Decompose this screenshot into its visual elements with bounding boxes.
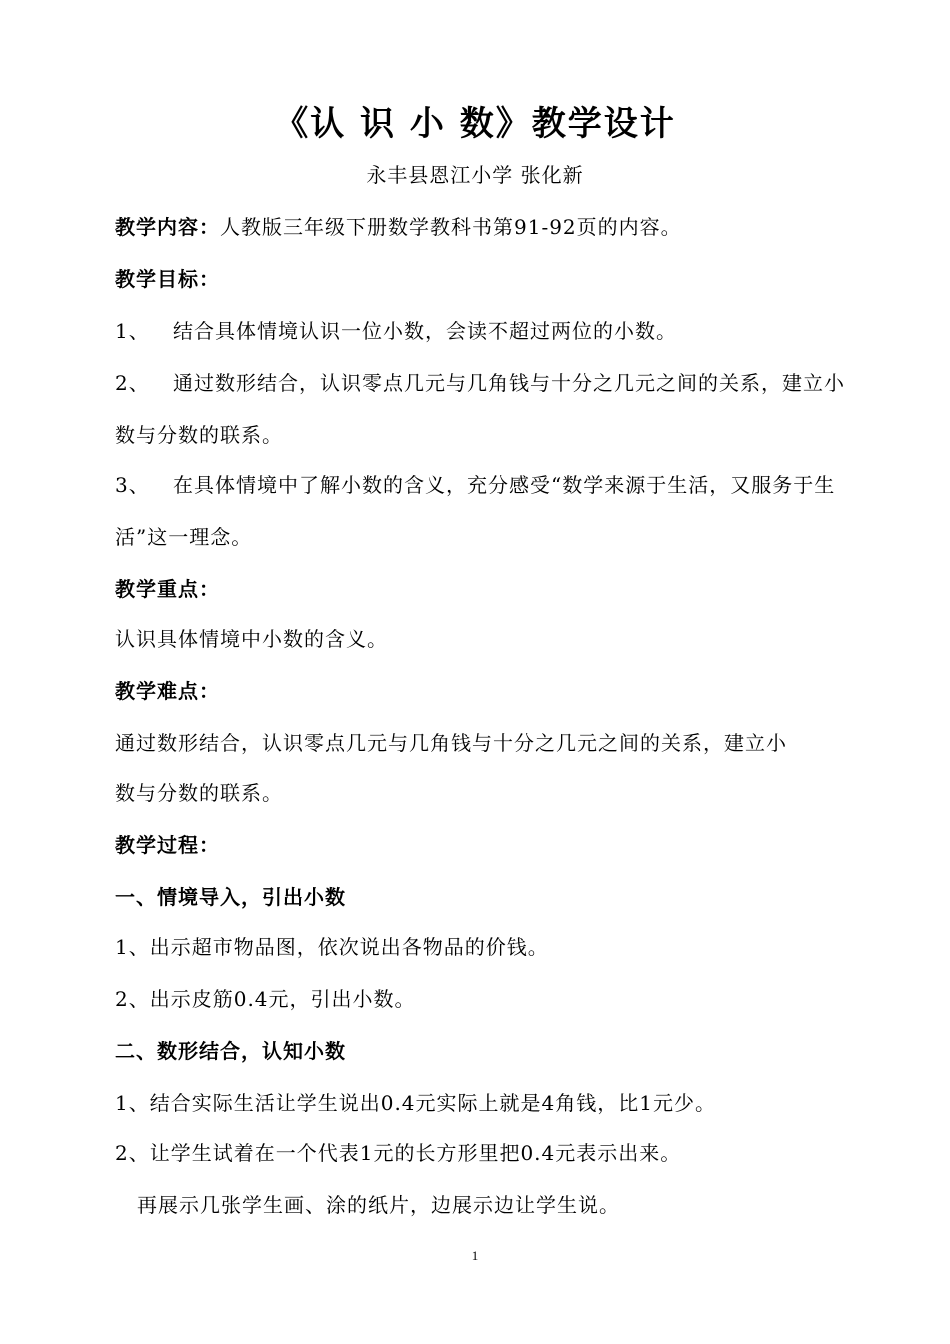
- objective-text: 结合具体情境认识一位小数，会读不超过两位的小数。: [173, 319, 677, 343]
- objective-text-continued: 活”这一理念。: [115, 525, 253, 549]
- content-label: 教学内容：: [115, 215, 220, 239]
- list-item: 2、让学生试着在一个代表1元的长方形里把0.4元表示出来。: [115, 1141, 682, 1165]
- section-heading: 二、数形结合，认知小数: [115, 1039, 346, 1063]
- objective-number: 1、: [115, 319, 150, 343]
- list-item: 1、结合实际生活让学生说出0.4元实际上就是4角钱，比1元少。: [115, 1091, 716, 1115]
- objective-text-continued: 数与分数的联系。: [115, 423, 283, 447]
- key-point-text: 认识具体情境中小数的含义。: [115, 627, 388, 651]
- objective-item: [115, 472, 835, 498]
- page-number: 1: [471, 1248, 479, 1263]
- difficulty-text: 通过数形结合，认识零点几元与几角钱与十分之几元之间的关系，建立小: [115, 731, 787, 755]
- objective-number: 3、: [115, 473, 150, 497]
- objective-number: 2、: [115, 371, 150, 395]
- author-line: 永丰县恩江小学 张化新: [366, 163, 584, 187]
- list-item: 2、出示皮筋0.4元，引出小数。: [115, 987, 416, 1011]
- key-point-heading: 教学重点：: [115, 577, 220, 601]
- objective-text: 在具体情境中了解小数的含义，充分感受“数学来源于生活，又服务于生: [173, 473, 836, 497]
- section-heading: 一、情境导入，引出小数: [115, 885, 346, 909]
- difficulty-text-continued: 数与分数的联系。: [115, 781, 283, 805]
- process-heading: 教学过程：: [115, 833, 220, 857]
- document-title: 《认 识 小 数》教学设计: [274, 104, 676, 144]
- objective-item: [115, 318, 677, 344]
- objective-item: [115, 370, 845, 396]
- objectives-heading: 教学目标：: [115, 267, 220, 291]
- content-text: 人教版三年级下册数学教科书第91-92页的内容。: [220, 215, 682, 239]
- list-item: 1、出示超市物品图，依次说出各物品的价钱。: [115, 935, 549, 959]
- objective-text: 通过数形结合，认识零点几元与几角钱与十分之几元之间的关系，建立小: [173, 371, 845, 395]
- content-line: [115, 214, 682, 240]
- difficulty-heading: 教学难点：: [115, 679, 220, 703]
- section-note: 再展示几张学生画、涂的纸片，边展示边让学生说。: [137, 1193, 620, 1217]
